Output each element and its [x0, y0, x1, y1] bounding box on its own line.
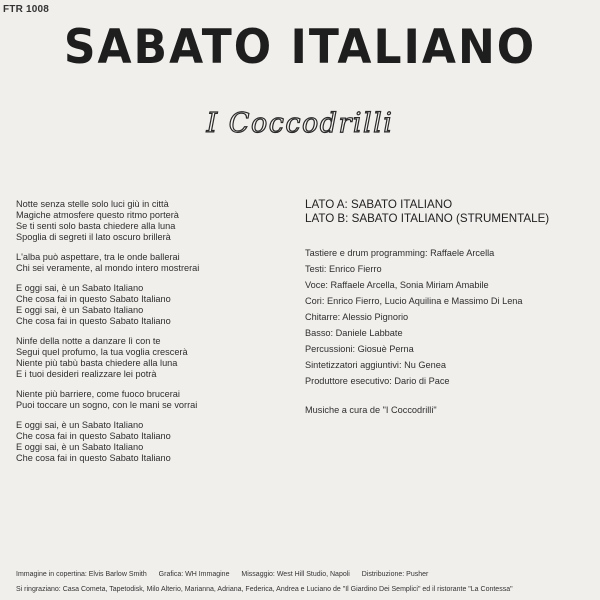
lyric-stanza [16, 389, 286, 411]
lyric-line: Se ti senti solo basta chiedere alla luna [16, 221, 176, 231]
lyric-line: Che cosa fai in questo Sabato Italiano [16, 431, 171, 441]
lyric-stanza [16, 199, 286, 243]
credit-line: Percussioni: Giosuè Perna [305, 344, 414, 354]
credit-line: Chitarre: Alessio Pignorio [305, 312, 409, 322]
credit-line: Voce: Raffaele Arcella, Sonia Miriam Amabile [305, 280, 489, 290]
album-title: SABATO ITALIANO [63, 19, 537, 76]
credit-line: Tastiere e drum programming: Raffaele Arcella [305, 248, 495, 258]
lyric-line: Che cosa fai in questo Sabato Italiano [16, 316, 171, 326]
lyric-stanza [16, 420, 286, 464]
credit-line: Basso: Daniele Labbate [305, 328, 403, 338]
lyric-stanza [16, 252, 286, 274]
credit-line: Sintetizzatori aggiuntivi: Nu Genea [305, 360, 446, 370]
distribution-credit: Distribuzione: Pusher [361, 571, 429, 578]
track-list [305, 198, 595, 226]
lyric-line: Magiche atmosfere questo ritmo porterà [16, 210, 179, 220]
lyric-line: Spoglia di segreti il lato oscuro brillerà [16, 232, 171, 242]
credit-line: Testi: Enrico Fierro [305, 264, 382, 274]
music-credit: Musiche a cura de "I Coccodrilli" [305, 405, 437, 415]
lyric-line: L'alba può aspettare, tra le onde ballerai [16, 252, 180, 262]
side-a-label: LATO A: SABATO ITALIANO [305, 198, 453, 211]
mixing-credit: Missaggio: West Hill Studio, Napoli [241, 571, 350, 578]
credits-block [305, 248, 595, 415]
lyric-line: Che cosa fai in questo Sabato Italiano [16, 453, 171, 463]
lyric-line: E oggi sai, è un Sabato Italiano [16, 420, 144, 430]
side-b-label: LATO B: SABATO ITALIANO (STRUMENTALE) [305, 212, 550, 225]
lyric-line: Ninfe della notte a danzare lì con te [16, 336, 161, 346]
graphics-credit: Grafica: WH Immagine [158, 571, 230, 578]
lyric-line: E oggi sai, è un Sabato Italiano [16, 442, 144, 452]
catalog-number: FTR 1008 [3, 4, 50, 15]
lyric-line: Segui quel profumo, la tua voglia crescerà [16, 347, 188, 357]
lyric-line: Chi sei veramente, al mondo intero mostrerai [16, 263, 200, 273]
lyric-line: E oggi sai, è un Sabato Italiano [16, 283, 144, 293]
lyric-line: E oggi sai, è un Sabato Italiano [16, 305, 144, 315]
lyric-line: Puoi toccare un sogno, con le mani se vorrai [16, 400, 198, 410]
footer-thanks: Si ringraziano: Casa Cometa, Tapetodisk, Milo Alterio, Marianna, Adriana, Federica, Andrea e Luciano de "Il Giardino Dei Semplici" ed il ristorante "La Contessa" [16, 586, 513, 593]
footer-credits [16, 571, 596, 578]
lyric-line: Niente più barriere, come fuoco brucerai [16, 389, 180, 399]
lyric-line: E i tuoi desideri realizzare lei potrà [16, 369, 157, 379]
lyric-stanza [16, 336, 286, 380]
lyric-line: Notte senza stelle solo luci giù in città [16, 199, 169, 209]
artist-name: I Coccodrilli [206, 108, 394, 139]
lyric-line: Che cosa fai in questo Sabato Italiano [16, 294, 171, 304]
lyric-line: Niente più tabù basta chiedere alla luna [16, 358, 178, 368]
credit-line: Cori: Enrico Fierro, Lucio Aquilina e Massimo Di Lena [305, 296, 523, 306]
lyrics-block [16, 199, 286, 473]
cover-image-credit: Immagine in copertina: Elvis Barlow Smith [16, 571, 147, 578]
lyric-stanza [16, 283, 286, 327]
credit-line: Produttore esecutivo: Dario di Pace [305, 376, 450, 386]
